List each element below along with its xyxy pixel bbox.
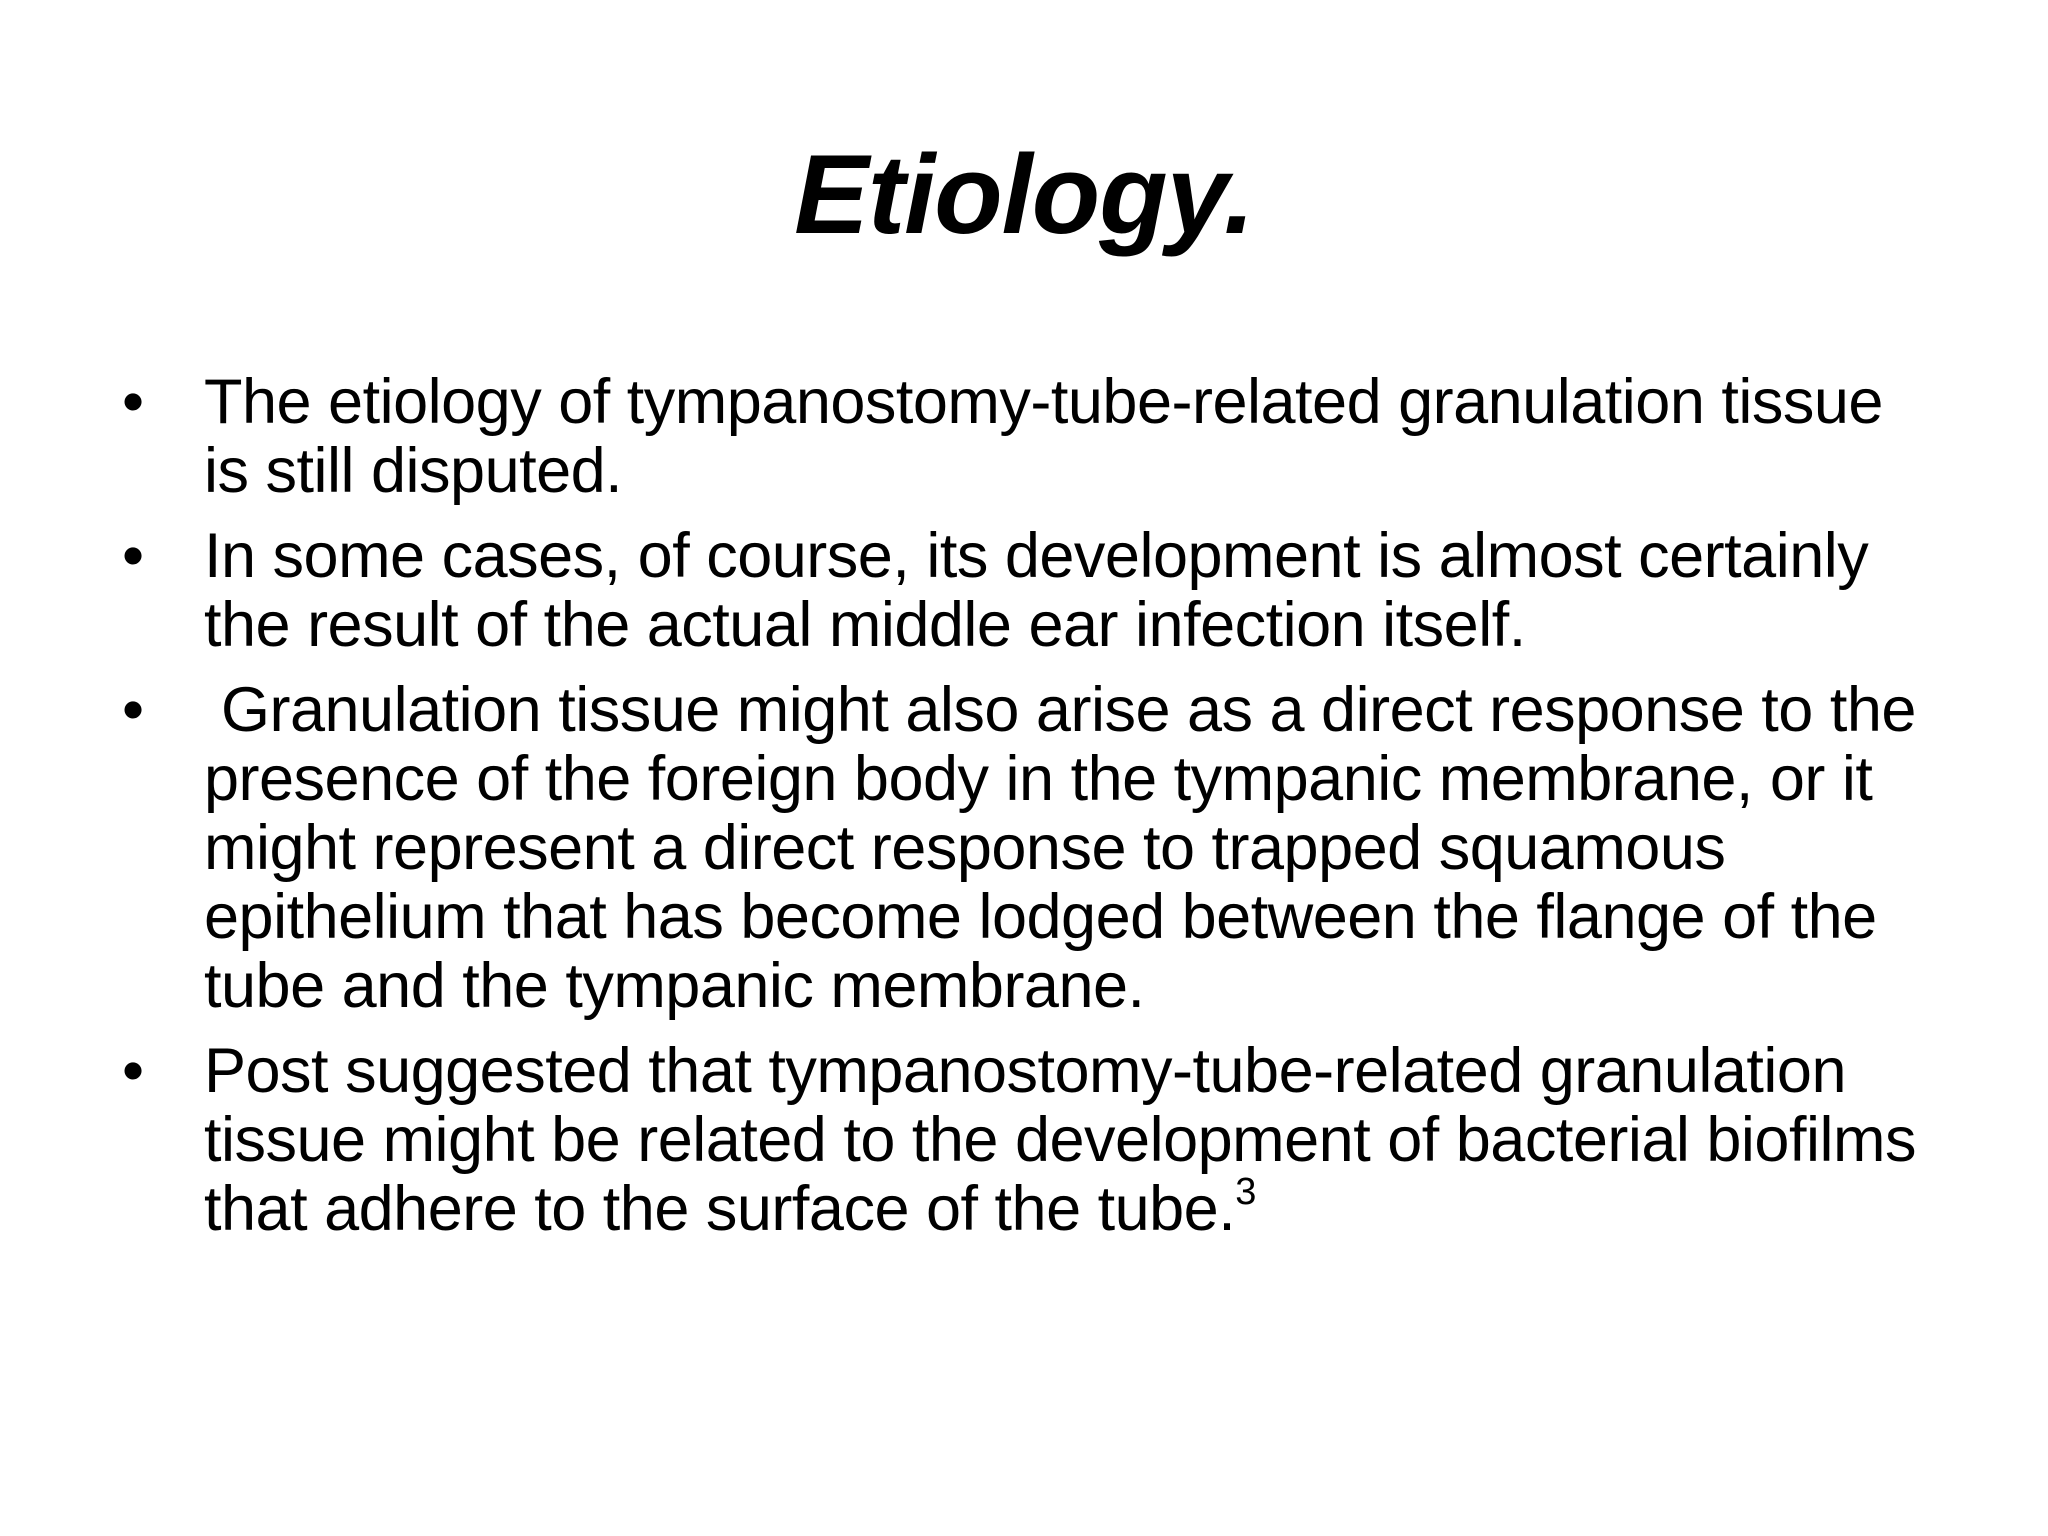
list-item [122,1037,1922,1244]
bullet-icon: • [122,675,144,745]
list-item [122,676,1922,1021]
bullet-icon: • [122,1036,144,1106]
citation-superscript: 3 [1235,1171,1256,1213]
bullet-text: In some cases, of course, its development is almost certainly the result of the actual middle ear infection itself. [204,521,1869,660]
bullet-text-body: Post suggested that tympanostomy-tube-related granulation tissue might be related to the development of bacterial biofilms that adhere to the surface of the tube. [204,1036,1916,1244]
bullet-text [204,1037,1922,1244]
bullet-icon: • [122,521,144,591]
list-item [122,368,1922,506]
slide-title: Etiology. [794,132,1254,257]
list-item [122,522,1922,660]
bullet-text: The etiology of tympanostomy-tube-related granulation tissue is still disputed. [204,367,1883,506]
bullet-icon: • [122,367,144,437]
bullet-text: Granulation tissue might also arise as a direct response to the presence of the foreign body in the tympanic membrane, or it might represent a direct response to trapped squamous epithelium that has become lodged between the flange of the tube and the tympanic membrane. [204,675,1916,1021]
bullet-list [122,368,1922,1260]
